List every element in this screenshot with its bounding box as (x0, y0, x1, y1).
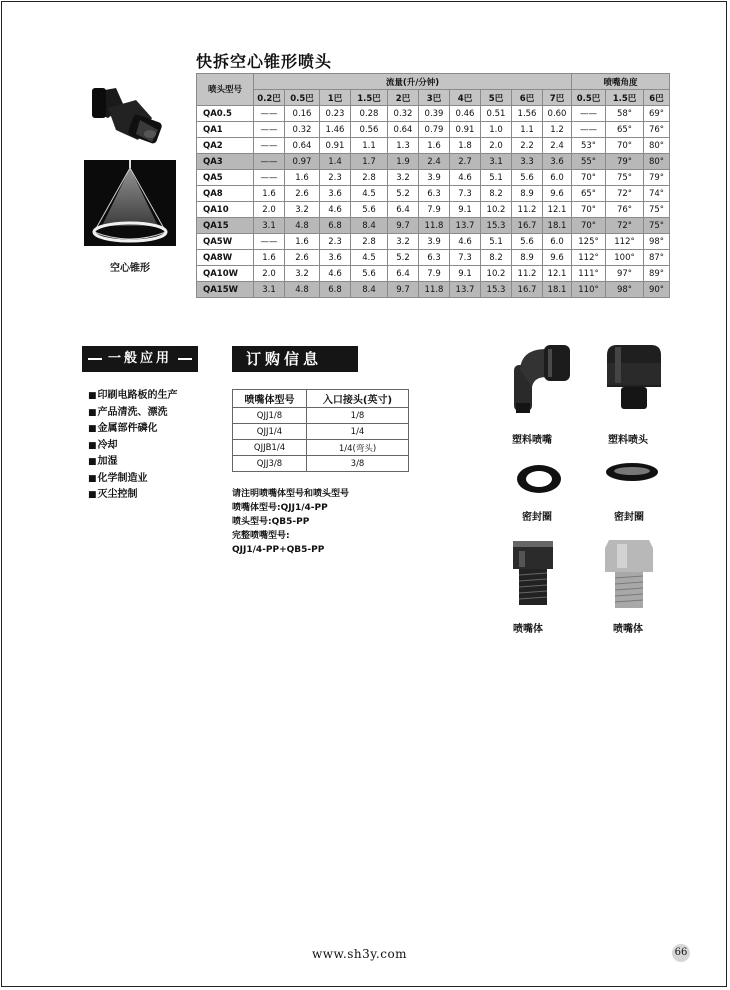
body-model-cell: QJJ1/4 (233, 424, 307, 440)
body-model-cell: QJJ1/8 (233, 408, 307, 424)
table-row (197, 106, 670, 122)
flow-cell: 11.2 (512, 202, 543, 218)
flow-cell: 3.2 (388, 234, 419, 250)
nozzle-body-left-image (509, 535, 557, 607)
flow-cell: 0.16 (285, 106, 320, 122)
angle-cell: 79° (606, 154, 644, 170)
flow-cell: 3.1 (481, 154, 512, 170)
angle-cell: —— (572, 122, 606, 138)
spec-header-row-1 (197, 74, 670, 90)
seal-right-label: 密封圈 (614, 512, 644, 523)
angle-cell: 89° (644, 266, 670, 282)
flow-col-header: 6巴 (512, 90, 543, 106)
flow-cell: 1.6 (254, 250, 285, 266)
angle-cell: 75° (644, 202, 670, 218)
flow-cell: 1.46 (320, 122, 351, 138)
flow-cell: 7.3 (450, 186, 481, 202)
spec-header-row-2 (197, 90, 670, 106)
application-item: ■ 冷却 (88, 438, 178, 455)
flow-cell: 0.97 (285, 154, 320, 170)
flow-cell: 5.6 (351, 266, 388, 282)
flow-cell: 0.64 (285, 138, 320, 154)
flow-cell: 5.6 (351, 202, 388, 218)
flow-cell: 2.8 (351, 170, 388, 186)
flow-cell: 6.3 (419, 250, 450, 266)
flow-col-header: 4巴 (450, 90, 481, 106)
flow-cell: 2.3 (320, 170, 351, 186)
flow-cell: 5.2 (388, 250, 419, 266)
flow-cell: 0.39 (419, 106, 450, 122)
flow-cell: 8.4 (351, 282, 388, 298)
model-cell: QA5 (197, 170, 254, 186)
flow-cell: 1.1 (351, 138, 388, 154)
inlet-size-cell: 1/4 (307, 424, 409, 440)
flow-cell: 16.7 (512, 282, 543, 298)
flow-cell: 12.1 (543, 266, 572, 282)
flow-cell: 1.6 (419, 138, 450, 154)
flow-cell: 3.2 (285, 266, 320, 282)
angle-cell: 98° (644, 234, 670, 250)
angle-cell: 55° (572, 154, 606, 170)
spec-table-body (197, 106, 670, 298)
flow-col-header: 0.2巴 (254, 90, 285, 106)
model-header: 喷头型号 (197, 74, 254, 106)
angle-cell: 100° (606, 250, 644, 266)
table-row (197, 234, 670, 250)
flow-cell: 6.4 (388, 202, 419, 218)
flow-cell: —— (254, 234, 285, 250)
flow-cell: 3.6 (543, 154, 572, 170)
flow-cell: 0.23 (320, 106, 351, 122)
inlet-size-cell: 3/8 (307, 456, 409, 472)
model-cell: QA10W (197, 266, 254, 282)
flow-cell: 3.3 (512, 154, 543, 170)
flow-cell: 3.1 (254, 282, 285, 298)
flow-cell: 0.32 (388, 106, 419, 122)
table-row (197, 282, 670, 298)
angle-cell: 72° (606, 218, 644, 234)
model-cell: QA1 (197, 122, 254, 138)
flow-cell: 9.1 (450, 202, 481, 218)
inlet-size-cell: 1/8 (307, 408, 409, 424)
flow-cell: 16.7 (512, 218, 543, 234)
application-item: ■ 加湿 (88, 454, 178, 471)
flow-cell: 9.7 (388, 282, 419, 298)
flow-cell: 2.4 (543, 138, 572, 154)
flow-cell: 0.51 (481, 106, 512, 122)
applications-list (88, 388, 178, 504)
flow-cell: 4.5 (351, 186, 388, 202)
body-model-cell: QJJ3/8 (233, 456, 307, 472)
angle-cell: 111° (572, 266, 606, 282)
model-cell: QA0.5 (197, 106, 254, 122)
application-item: ■ 化学制造业 (88, 471, 178, 488)
flow-col-header: 3巴 (419, 90, 450, 106)
seal-left-label: 密封圈 (522, 512, 552, 523)
flow-cell: 0.91 (450, 122, 481, 138)
table-row (197, 186, 670, 202)
flow-cell: 0.91 (320, 138, 351, 154)
flow-cell: 2.0 (254, 266, 285, 282)
model-cell: QA3 (197, 154, 254, 170)
angle-cell: 53° (572, 138, 606, 154)
ordering-table (232, 389, 409, 472)
ordering-note-line: QJJ1/4-PP+QB5-PP (232, 545, 325, 555)
angle-cell: 80° (644, 154, 670, 170)
plastic-tip-image (603, 343, 665, 411)
flow-cell: 2.6 (285, 186, 320, 202)
ordering-heading: 订购信息 (232, 346, 358, 372)
angle-cell: 98° (606, 282, 644, 298)
table-row (197, 218, 670, 234)
flow-cell: 6.0 (543, 234, 572, 250)
flow-cell: 4.6 (450, 234, 481, 250)
angle-cell: 112° (572, 250, 606, 266)
angle-cell: 125° (572, 234, 606, 250)
flow-cell: 9.7 (388, 218, 419, 234)
angle-cell: 80° (644, 138, 670, 154)
flow-cell: 1.3 (388, 138, 419, 154)
table-row (197, 266, 670, 282)
flow-cell: 5.1 (481, 234, 512, 250)
flow-col-header: 1.5巴 (351, 90, 388, 106)
flow-cell: 13.7 (450, 282, 481, 298)
page-title: 快拆空心锥形喷头 (196, 52, 333, 71)
angle-col-header: 6巴 (644, 90, 670, 106)
elbow-nozzle-image (86, 78, 168, 156)
flow-cell: 10.2 (481, 202, 512, 218)
flow-cell: 0.56 (351, 122, 388, 138)
angle-cell: 75° (606, 170, 644, 186)
flow-cell: 0.28 (351, 106, 388, 122)
seal-ring-left-image (514, 462, 564, 496)
angle-cell: 72° (606, 186, 644, 202)
flow-cell: 18.1 (543, 282, 572, 298)
flow-cell: 6.8 (320, 282, 351, 298)
ordering-col-header: 喷嘴体型号 (233, 390, 307, 408)
angle-cell: 76° (644, 122, 670, 138)
angle-cell: 65° (572, 186, 606, 202)
flow-cell: 3.2 (285, 202, 320, 218)
applications-heading: 一般应用 (82, 346, 198, 372)
flow-cell: 0.60 (543, 106, 572, 122)
angle-cell: 79° (644, 170, 670, 186)
flow-cell: 2.6 (285, 250, 320, 266)
angle-cell: 74° (644, 186, 670, 202)
angle-cell: 87° (644, 250, 670, 266)
flow-cell: 6.3 (419, 186, 450, 202)
flow-cell: 4.6 (320, 266, 351, 282)
angle-cell: 69° (644, 106, 670, 122)
flow-cell: 9.6 (543, 250, 572, 266)
flow-cell: 1.4 (320, 154, 351, 170)
flow-cell: 1.0 (481, 122, 512, 138)
application-item: ■ 产品清洗、漂洗 (88, 405, 178, 422)
angle-col-header: 1.5巴 (606, 90, 644, 106)
angle-cell: 75° (644, 218, 670, 234)
ordering-note-line: 喷头型号:QB5-PP (232, 517, 310, 527)
flow-cell: 7.9 (419, 202, 450, 218)
angle-cell: —— (572, 106, 606, 122)
flow-cell: 3.6 (320, 250, 351, 266)
angle-cell: 70° (572, 202, 606, 218)
body-left-label: 喷嘴体 (513, 624, 543, 635)
flow-cell: 3.9 (419, 234, 450, 250)
flow-cell: 1.7 (351, 154, 388, 170)
model-cell: QA15 (197, 218, 254, 234)
table-row (197, 250, 670, 266)
model-cell: QA8W (197, 250, 254, 266)
seal-ring-right-image (604, 461, 660, 483)
application-item: ■ 灭尘控制 (88, 487, 178, 504)
flow-col-header: 2巴 (388, 90, 419, 106)
angle-cell: 65° (606, 122, 644, 138)
flow-cell: 1.9 (388, 154, 419, 170)
model-cell: QA5W (197, 234, 254, 250)
table-row (233, 408, 409, 424)
flow-cell: 0.64 (388, 122, 419, 138)
model-cell: QA15W (197, 282, 254, 298)
angle-col-header: 0.5巴 (572, 90, 606, 106)
flow-cell: 1.8 (450, 138, 481, 154)
flow-cell: 0.32 (285, 122, 320, 138)
flow-cell: 4.8 (285, 218, 320, 234)
flow-cell: —— (254, 122, 285, 138)
flow-cell: 4.6 (320, 202, 351, 218)
plastic-elbow-nozzle-image (508, 343, 572, 415)
flow-cell: 8.2 (481, 250, 512, 266)
flow-cell: —— (254, 170, 285, 186)
flow-cell: 2.4 (419, 154, 450, 170)
model-cell: QA8 (197, 186, 254, 202)
table-row (197, 202, 670, 218)
angle-cell: 70° (572, 218, 606, 234)
table-row (197, 154, 670, 170)
flow-cell: 15.3 (481, 218, 512, 234)
inlet-size-cell: 1/4(弯头) (307, 440, 409, 456)
flow-cell: 1.2 (543, 122, 572, 138)
flow-cell: —— (254, 138, 285, 154)
flow-cell: 1.6 (285, 234, 320, 250)
flow-cell: 9.1 (450, 266, 481, 282)
flow-cell: 2.8 (351, 234, 388, 250)
flow-col-header: 7巴 (543, 90, 572, 106)
flow-cell: 0.46 (450, 106, 481, 122)
flow-cell: 8.2 (481, 186, 512, 202)
plastic-nozzle-label: 塑料喷嘴 (512, 435, 552, 446)
flow-cell: 0.79 (419, 122, 450, 138)
angle-cell: 90° (644, 282, 670, 298)
flow-cell: 5.1 (481, 170, 512, 186)
flow-cell: 4.6 (450, 170, 481, 186)
table-row (197, 122, 670, 138)
flow-cell: 5.6 (512, 170, 543, 186)
plastic-tip-label: 塑料喷头 (608, 435, 648, 446)
angle-cell: 70° (606, 138, 644, 154)
flow-cell: 12.1 (543, 202, 572, 218)
flow-cell: 2.2 (512, 138, 543, 154)
angle-cell: 70° (572, 170, 606, 186)
flow-cell: 7.9 (419, 266, 450, 282)
flow-cell: 3.2 (388, 170, 419, 186)
angle-cell: 110° (572, 282, 606, 298)
ordering-notes (232, 487, 349, 557)
ordering-col-header: 入口接头(英寸) (307, 390, 409, 408)
flow-cell: 2.0 (481, 138, 512, 154)
flow-cell: —— (254, 154, 285, 170)
model-cell: QA10 (197, 202, 254, 218)
flow-col-header: 1巴 (320, 90, 351, 106)
flow-cell: 3.9 (419, 170, 450, 186)
angle-cell: 58° (606, 106, 644, 122)
spray-caption: 空心锥形 (110, 263, 150, 274)
flow-col-header: 5巴 (481, 90, 512, 106)
footer-url: www.sh3y.com (312, 947, 408, 961)
angle-group-header: 喷嘴角度 (572, 74, 670, 90)
flow-cell: 3.6 (320, 186, 351, 202)
flow-cell: 18.1 (543, 218, 572, 234)
flow-cell: 4.8 (285, 282, 320, 298)
hollow-cone-spray-image (84, 160, 176, 246)
flow-cell: —— (254, 106, 285, 122)
nozzle-body-right-image (603, 536, 655, 610)
flow-cell: 11.2 (512, 266, 543, 282)
flow-cell: 2.0 (254, 202, 285, 218)
body-right-label: 喷嘴体 (613, 624, 643, 635)
table-row (233, 424, 409, 440)
model-cell: QA2 (197, 138, 254, 154)
flow-cell: 5.6 (512, 234, 543, 250)
flow-cell: 2.7 (450, 154, 481, 170)
flow-cell: 2.3 (320, 234, 351, 250)
table-row (197, 138, 670, 154)
angle-cell: 76° (606, 202, 644, 218)
flow-cell: 5.2 (388, 186, 419, 202)
ordering-header-row (233, 390, 409, 408)
flow-cell: 10.2 (481, 266, 512, 282)
spec-table (196, 73, 670, 298)
application-item: ■ 印刷电路板的生产 (88, 388, 178, 405)
table-row (233, 456, 409, 472)
table-row (197, 170, 670, 186)
flow-cell: 1.6 (285, 170, 320, 186)
ordering-note-line: 完整喷嘴型号: (232, 531, 290, 541)
flow-cell: 8.4 (351, 218, 388, 234)
flow-cell: 7.3 (450, 250, 481, 266)
page-number: 66 (672, 944, 690, 962)
flow-col-header: 0.5巴 (285, 90, 320, 106)
flow-cell: 1.6 (254, 186, 285, 202)
flow-cell: 9.6 (543, 186, 572, 202)
angle-cell: 97° (606, 266, 644, 282)
table-row (233, 440, 409, 456)
flow-group-header: 流量(升/分钟) (254, 74, 572, 90)
angle-cell: 112° (606, 234, 644, 250)
flow-cell: 1.56 (512, 106, 543, 122)
flow-cell: 15.3 (481, 282, 512, 298)
ordering-note-line: 请注明喷嘴体型号和喷头型号 (232, 489, 350, 499)
body-model-cell: QJJB1/4 (233, 440, 307, 456)
flow-cell: 8.9 (512, 250, 543, 266)
flow-cell: 8.9 (512, 186, 543, 202)
flow-cell: 4.5 (351, 250, 388, 266)
flow-cell: 3.1 (254, 218, 285, 234)
flow-cell: 11.8 (419, 282, 450, 298)
flow-cell: 6.0 (543, 170, 572, 186)
flow-cell: 11.8 (419, 218, 450, 234)
flow-cell: 1.1 (512, 122, 543, 138)
flow-cell: 6.4 (388, 266, 419, 282)
flow-cell: 6.8 (320, 218, 351, 234)
ordering-note-line: 喷嘴体型号:QJJ1/4-PP (232, 503, 328, 513)
application-item: ■ 金属部件磷化 (88, 421, 178, 438)
flow-cell: 13.7 (450, 218, 481, 234)
